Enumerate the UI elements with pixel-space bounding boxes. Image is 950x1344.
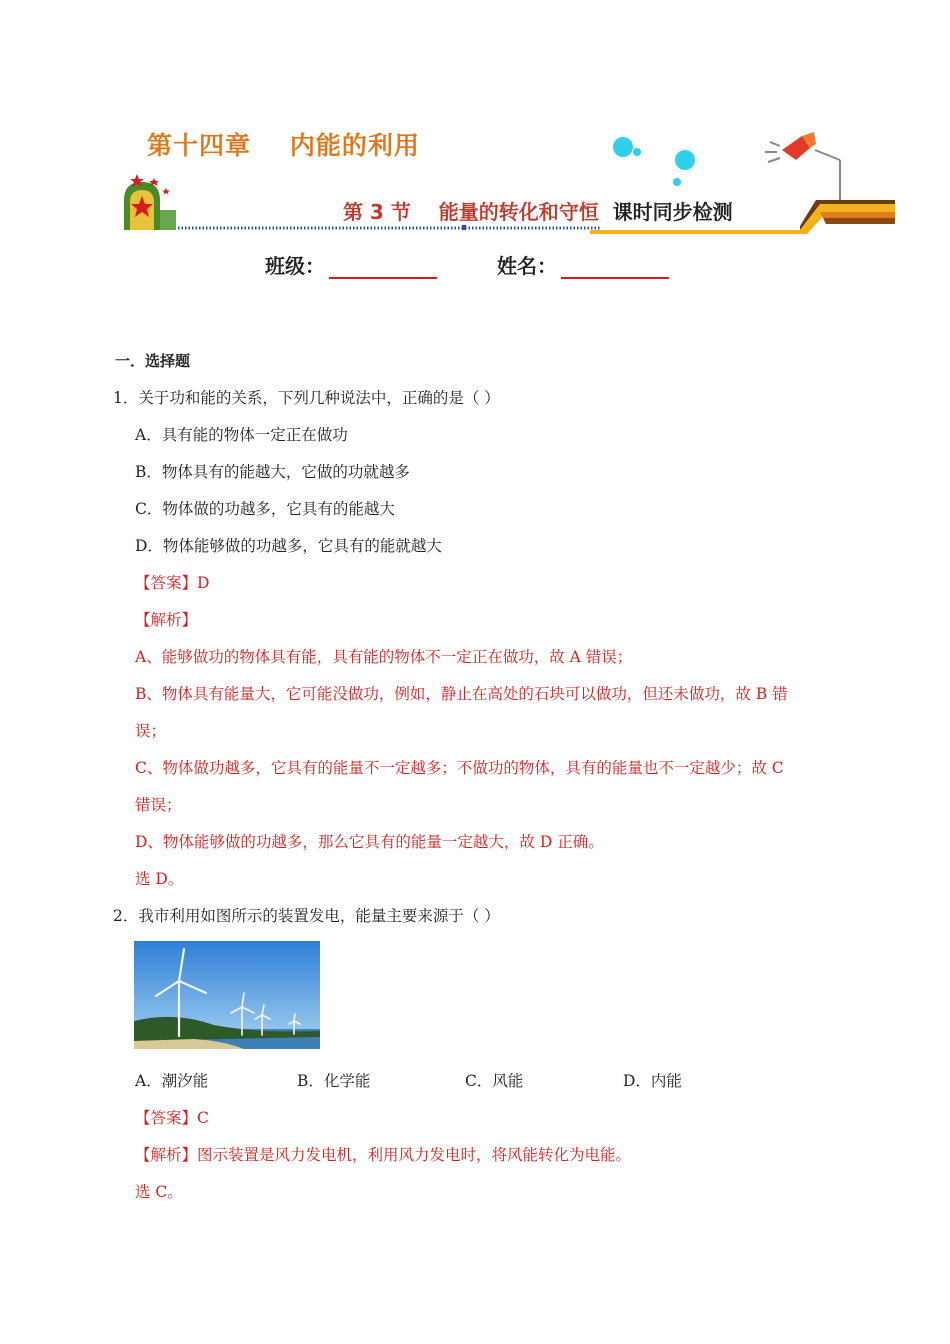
chapter-title: 第十四章 内能的利用 [147, 131, 420, 160]
q2-stem: 2．我市利用如图所示的装置发电，能量主要来源于（ ） [113, 907, 500, 925]
name-label: 姓名： [497, 254, 557, 278]
q1-answer: 【答案】D [135, 574, 210, 592]
question-content [113, 343, 848, 1211]
q1-analysis-line: D、物体能够做的功越多，那么它具有的能量一定越大，故 D 正确。 [135, 833, 604, 851]
class-blank[interactable] [329, 261, 437, 279]
class-field [265, 250, 437, 279]
q1-analysis-label: 【解析】 [135, 611, 198, 629]
name-blank[interactable] [561, 261, 669, 279]
section-suffix: 课时同步检测 [612, 200, 733, 224]
bubble-icon [613, 137, 633, 157]
q1-analysis-line: B、物体具有能量大，它可能没做功，例如，静止在高处的石块可以做功，但还未做功，故 B 错 [135, 685, 788, 703]
section-heading: 一．选择题 [115, 352, 191, 370]
q1-option-d: D．物体能够做的功越多，它具有的能就越大 [135, 537, 442, 555]
wind-turbine-photo [134, 941, 320, 1049]
q1-stem: 1．关于功和能的关系，下列几种说法中，正确的是（ ） [113, 389, 500, 407]
q2-options [135, 1063, 848, 1100]
section-title [343, 196, 733, 225]
class-label: 班级： [265, 254, 325, 278]
q2-option-c: C．风能 [465, 1072, 524, 1090]
q2-option-d: D．内能 [623, 1072, 682, 1090]
q1-analysis-line: 选 D。 [135, 870, 184, 888]
q1-analysis-line: C、物体做功越多，它具有的能量不一定越多；不做功的物体，具有的能量也不一定越少；故 C [135, 759, 784, 777]
q1-analysis-line: 误； [135, 722, 167, 740]
q1-option-c: C．物体做的功越多，它具有的能越大 [135, 500, 395, 518]
q1-option-a: A．具有能的物体一定正在做功 [135, 426, 348, 444]
q2-conclusion: 选 C。 [135, 1183, 183, 1201]
q1-analysis-line: A、能够做功的物体具有能，具有能的物体不一定正在做功，故 A 错误； [135, 648, 633, 666]
q2-option-a: A．潮汐能 [135, 1072, 209, 1090]
q1-analysis-line: 错误； [135, 796, 182, 814]
section-prefix: 第 3 节 能量的转化和守恒 [343, 200, 599, 224]
q2-option-b: B．化学能 [297, 1072, 371, 1090]
q2-answer: 【答案】C [135, 1109, 209, 1127]
q1-option-b: B．物体具有的能越大，它做的功就越多 [135, 463, 410, 481]
q2-analysis: 【解析】图示装置是风力发电机，利用风力发电时，将风能转化为电能。 [135, 1146, 632, 1164]
star-badge-icon [124, 174, 176, 230]
name-field [497, 250, 669, 279]
